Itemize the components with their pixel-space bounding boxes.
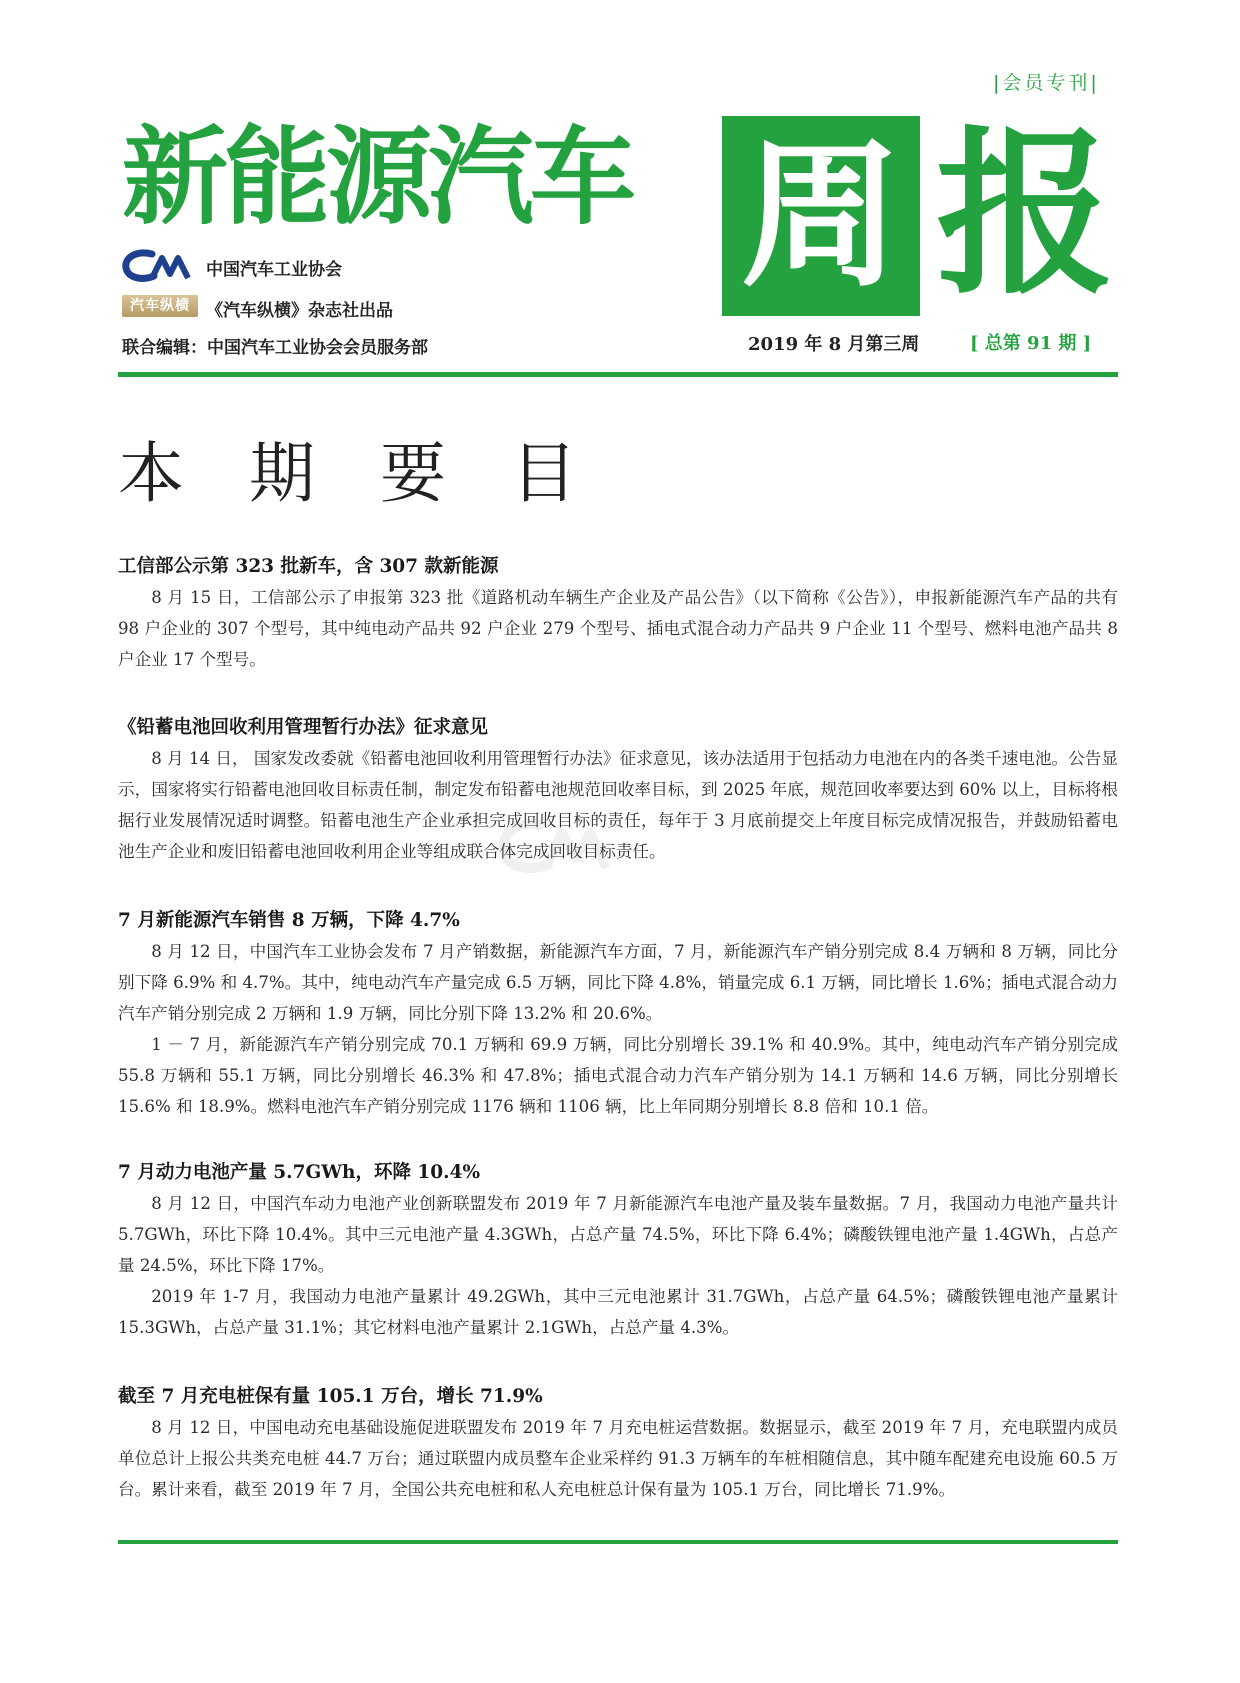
footer-divider xyxy=(118,1540,1118,1544)
article-paragraph: 8 月 12 日，中国汽车动力电池产业创新联盟发布 2019 年 7 月新能源汽车电池产量及装车量数据。7 月，我国动力电池产量共计 5.7GWh，环比下降 10.4%。其中三元电池产量 4.3GWh，占总产量 74.5%，环比下降 6.4%；磷酸铁锂电池产量 1.4GWh，占总产量 24.5%，环比下降 17%。 xyxy=(118,1194,1118,1275)
article-1 xyxy=(118,552,1118,675)
org-name: 中国汽车工业协会 xyxy=(206,260,342,280)
watermark-logo-icon xyxy=(490,810,730,890)
article-5 xyxy=(118,1382,1118,1505)
article-paragraph: 8 月 14 日， 国家发改委就《铅蓄电池回收利用管理暂行办法》征求意见，该办法适用于包括动力电池在内的各类千速电池。公告显示，国家将实行铅蓄电池回收目标责任制，制定发布铅蓄电池规范回收率目标，到 2025 年底，规范回收率要达到 60% 以上，目标将根据行业发展情况适时调整。铅蓄电池生产企业承担完成回收目标的责任，每年于 3 月底前提交上年度目标完成情况报告，并鼓励铅蓄电池生产企业和废旧铅蓄电池回收利用企业等组成联合体完成回收目标责任。 xyxy=(118,749,1118,861)
header-divider xyxy=(118,372,1118,377)
article-title: 《铅蓄电池回收利用管理暂行办法》征求意见 xyxy=(118,717,489,738)
article-paragraph: 8 月 12 日，中国电动充电基础设施促进联盟发布 2019 年 7 月充电桩运营数据。数据显示，截至 2019 年 7 月，充电联盟内成员单位总计上报公共类充电桩 44.7 万台；通过联盟内成员整车企业采样约 91.3 万辆车的车桩相随信息，其中随车配建充电设施 60.5 万台。累计来看，截至 2019 年 7 月，全国公共充电桩和私人充电桩总计保有量为 105.1 万台，同比增长 71.9%。 xyxy=(118,1418,1118,1499)
publisher-line: 《汽车纵横》杂志社出品 xyxy=(206,301,393,321)
article-paragraph: 8 月 12 日，中国汽车工业协会发布 7 月产销数据，新能源汽车方面，7 月，新能源汽车产销分别完成 8.4 万辆和 8 万辆，同比分别下降 6.9% 和 4.7%。其中，纯电动汽车产量完成 6.5 万辆，同比下降 4.8%，销量完成 6.1 万辆，同比增长 1.6%；插电式混合动力汽车产销分别完成 2 万辆和 1.9 万辆，同比分别下降 13.2% 和 20.6%。 xyxy=(118,942,1118,1023)
issue-date: 2019 年 8 月第三周 xyxy=(748,334,920,355)
article-title: 7 月新能源汽车销售 8 万辆，下降 4.7% xyxy=(118,910,460,931)
article-paragraph: 2019 年 1-7 月，我国动力电池产量累计 49.2GWh，其中三元电池累计 31.7GWh，占总产量 64.5%；磷酸铁锂电池产量累计 15.3GWh，占总产量 31.1%；其它材料电池产量累计 2.1GWh，占总产量 4.3%。 xyxy=(118,1287,1118,1337)
caam-logo-icon xyxy=(122,248,192,284)
autoreview-logo: 汽车纵横 xyxy=(122,295,198,317)
article-title: 7 月动力电池产量 5.7GWh，环降 10.4% xyxy=(118,1162,481,1183)
joint-editor-line: 联合编辑：中国汽车工业协会会员服务部 xyxy=(122,338,428,358)
article-4 xyxy=(118,1158,1118,1343)
masthead-title: 新能源汽车 xyxy=(122,116,632,239)
masthead-week-char: 周 xyxy=(740,122,901,309)
article-title: 截至 7 月充电桩保有量 105.1 万台，增长 71.9% xyxy=(118,1386,543,1407)
masthead-report-char: 报 xyxy=(936,111,1114,318)
article-3 xyxy=(118,906,1118,1122)
article-paragraph: 1 － 7 月，新能源汽车产销分别完成 70.1 万辆和 69.9 万辆，同比分别增长 39.1% 和 40.9%。其中，纯电动汽车产销分别完成 55.8 万辆和 55.1 万辆，同比分别增长 46.3% 和 47.8%；插电式混合动力汽车产销分别为 14.1 万辆和 14.6 万辆，同比分别增长 15.6% 和 18.9%。燃料电池汽车产销分别完成 1176 辆和 1106 辆，比上年同期分别增长 8.8 倍和 10.1 倍。 xyxy=(118,1035,1118,1116)
issue-number: [ 总第 91 期 ] xyxy=(970,333,1092,354)
article-paragraph: 8 月 15 日，工信部公示了申报第 323 批《道路机动车辆生产企业及产品公告》（以下简称《公告》），申报新能源汽车产品的共有 98 户企业的 307 个型号，其中纯电动产品共 92 户企业 279 个型号、插电式混合动力产品共 9 户企业 11 个型号、燃料电池产品共 8 户企业 17 个型号。 xyxy=(118,588,1118,669)
member-edition-tag: |会员专刊| xyxy=(993,72,1100,94)
section-heading: 本 期 要 目 xyxy=(118,435,599,512)
article-title: 工信部公示第 323 批新车，含 307 款新能源 xyxy=(118,556,499,577)
